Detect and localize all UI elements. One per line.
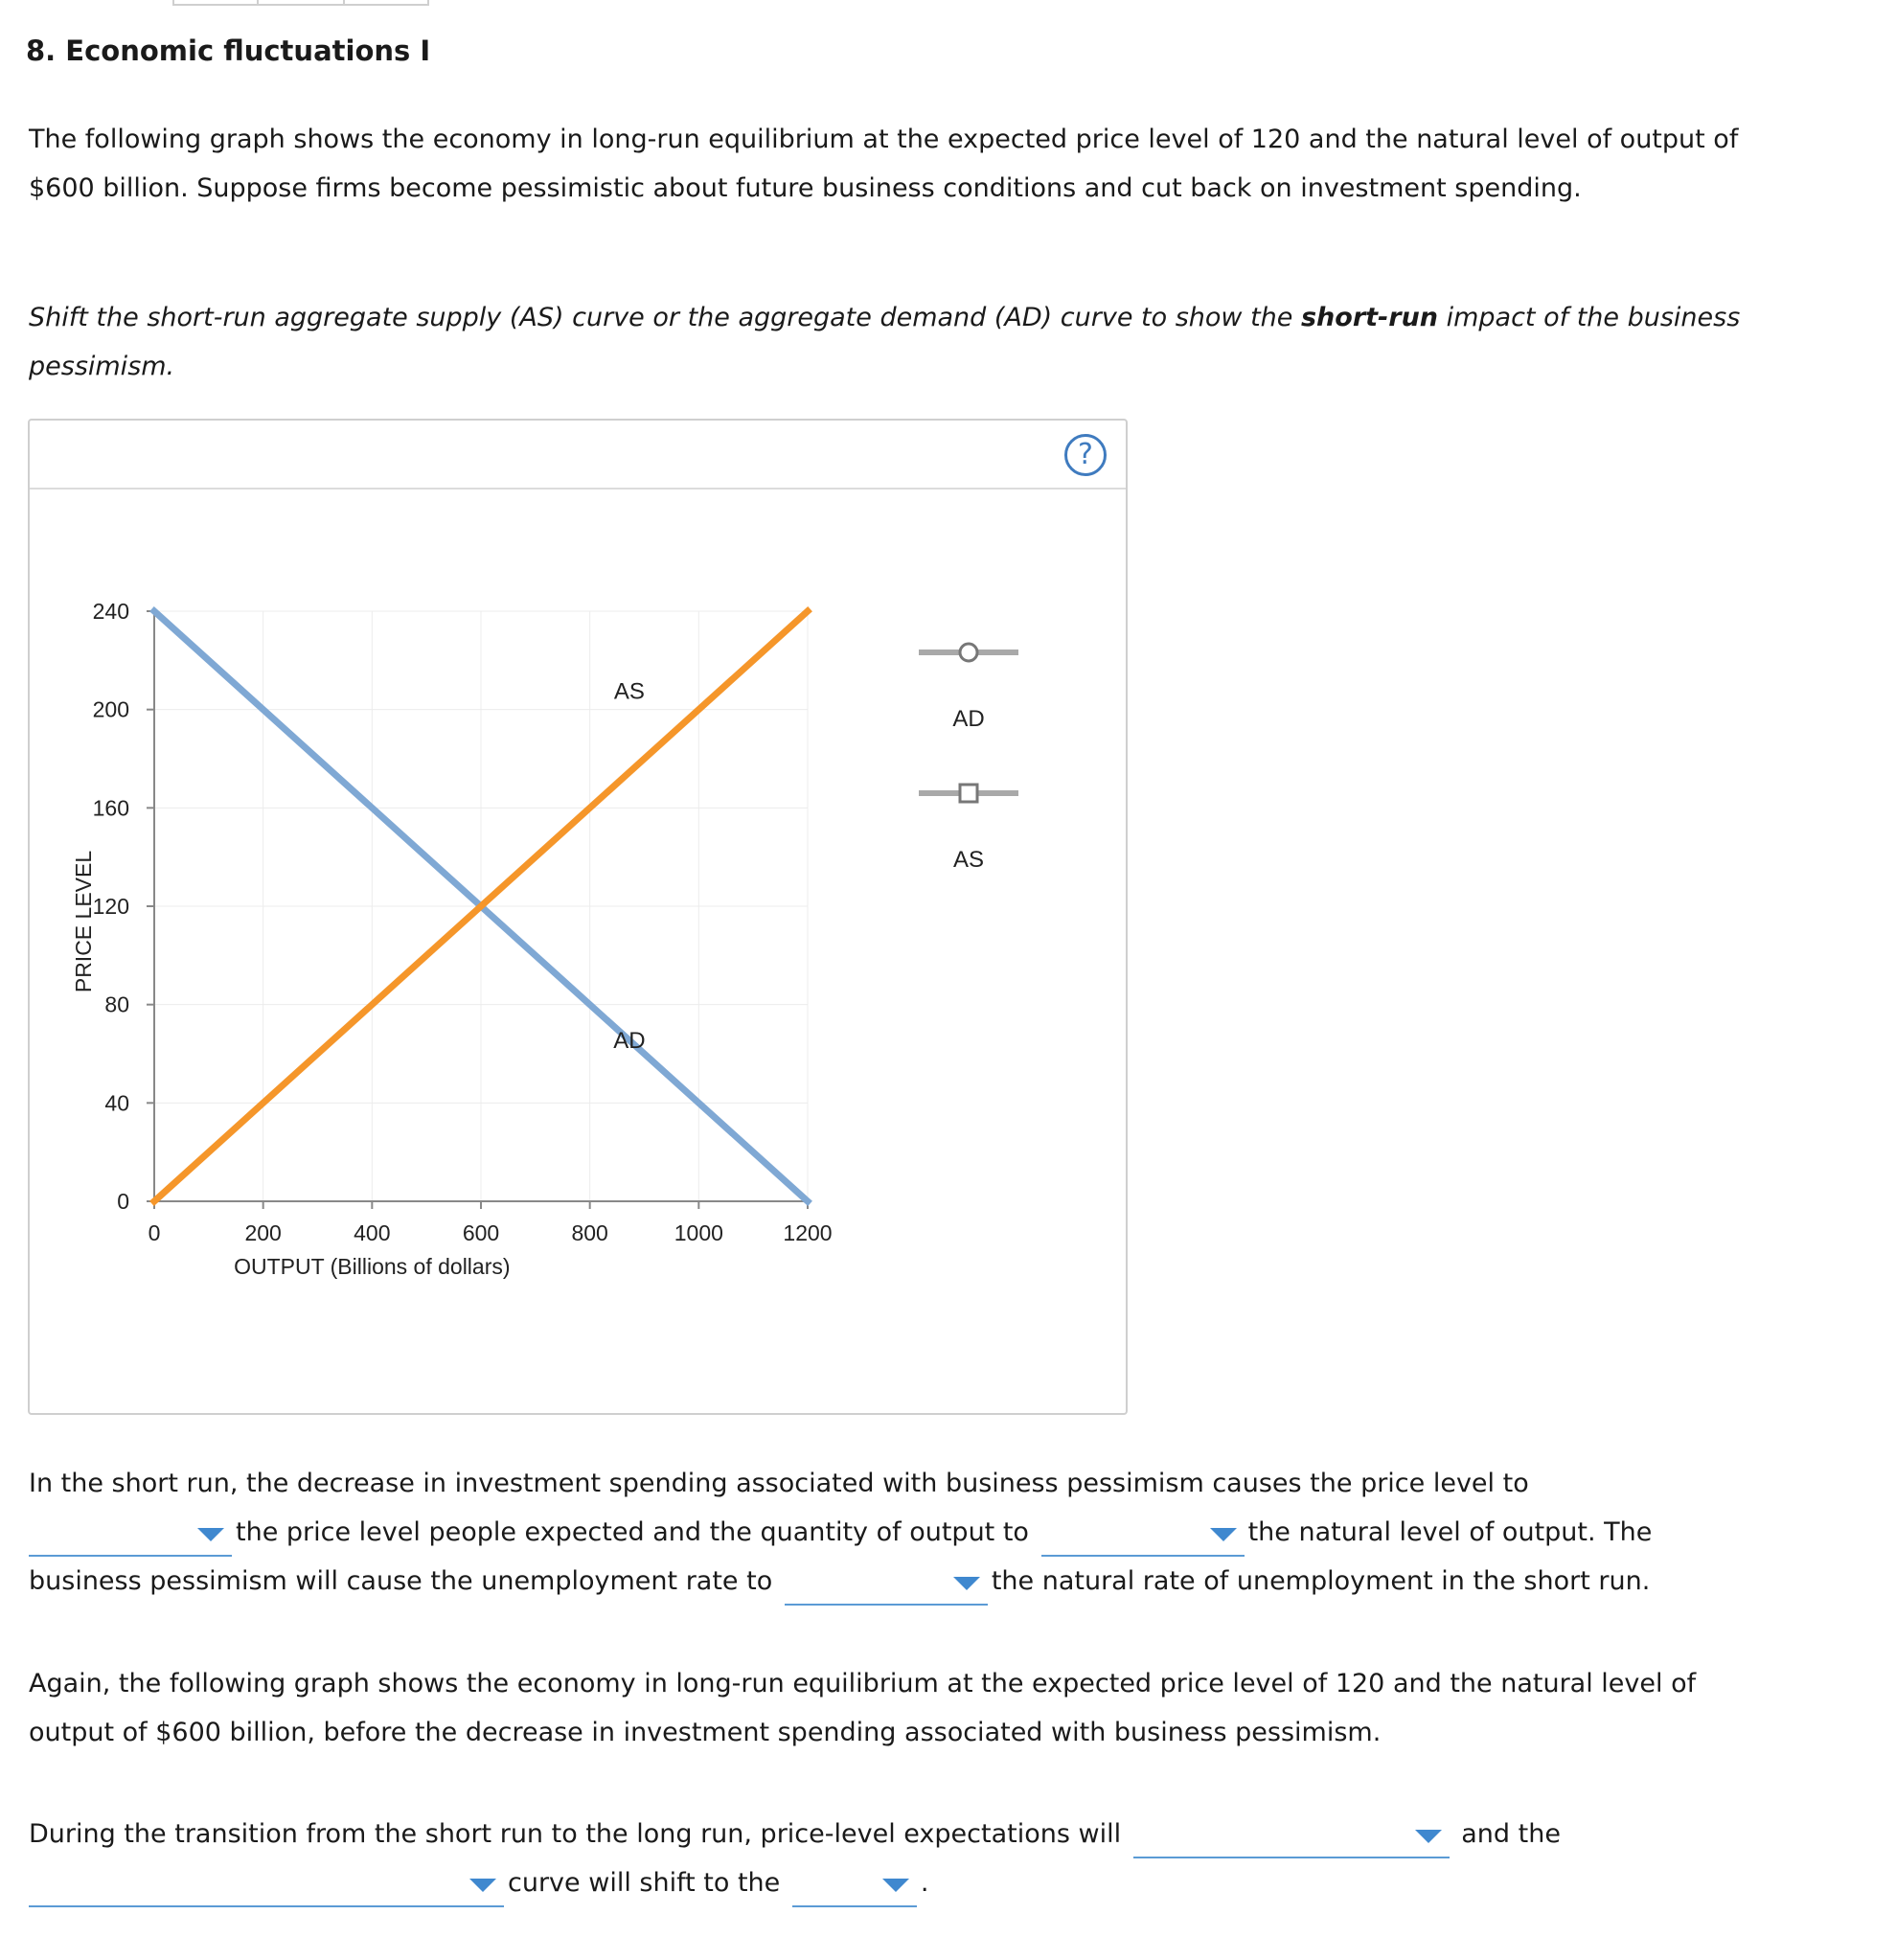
instruction-bold: short-run <box>1300 303 1439 332</box>
part1-after-drop2: the natural level of output. The <box>1247 1517 1653 1547</box>
dropdown-arrow-icon <box>469 1879 496 1892</box>
as-tool[interactable] <box>919 785 1018 873</box>
intro-line-2: $600 billion. Suppose firms become pessimistic about future business conditions and cut back on investment spending. <box>29 173 1582 203</box>
ad-tool[interactable] <box>919 644 1018 732</box>
dropdown-arrow-icon <box>1415 1830 1442 1843</box>
part1-after-drop1: the price level people expected and the quantity of output to <box>236 1517 1029 1547</box>
part2-text <box>29 1659 1868 1757</box>
x-tick-label: 400 <box>354 1220 391 1245</box>
graph-panel <box>28 419 1128 1415</box>
dropdown-arrow-icon <box>953 1577 980 1590</box>
part3-after-drop1: and the <box>1461 1819 1561 1849</box>
instruction-line-2: pessimism. <box>29 352 175 381</box>
intro-text <box>29 115 1868 213</box>
dropdown-arrow-icon <box>197 1528 224 1541</box>
part2-line-1: Again, the following graph shows the economy in long-run equilibrium at the expected price level of 120 and the natural level of <box>29 1669 1697 1698</box>
dropdown-arrow-icon <box>882 1879 909 1892</box>
part1-line-3 <box>29 1557 1868 1606</box>
part1-line-2 <box>29 1508 1868 1557</box>
x-tick-label: 1000 <box>674 1220 723 1245</box>
expectations-dropdown[interactable] <box>1133 1816 1450 1858</box>
ad-tool-label: AD <box>952 706 985 732</box>
x-tick-label: 1200 <box>783 1220 833 1245</box>
top-toolbar-fragment <box>172 0 429 6</box>
part3-end: . <box>920 1868 929 1898</box>
part1-line-1: In the short run, the decrease in investment spending associated with business pessimism causes the price level to <box>29 1469 1529 1498</box>
as-tool-square-icon[interactable] <box>960 785 977 802</box>
y-tick-label: 240 <box>92 599 129 624</box>
x-tick-label: 600 <box>462 1220 500 1245</box>
curve-label-as: AS <box>613 678 645 705</box>
x-tick-label: 800 <box>571 1220 608 1245</box>
part2-line-2: output of $600 billion, before the decrease in investment spending associated with business pessimism. <box>29 1718 1382 1747</box>
part1-after-drop3: the natural rate of unemployment in the short run. <box>991 1566 1651 1596</box>
y-tick-label: 80 <box>104 991 129 1017</box>
output-dropdown[interactable] <box>1041 1515 1245 1557</box>
direction-dropdown[interactable] <box>792 1865 917 1907</box>
question-title: 8. Economic fluctuations I <box>26 34 431 67</box>
as-tool-label: AS <box>952 847 985 873</box>
dropdown-arrow-icon <box>1210 1528 1237 1541</box>
x-axis-label: OUTPUT (Billions of dollars) <box>234 1254 511 1279</box>
ad-tool-circle-icon[interactable] <box>960 644 977 661</box>
curve-label-ad: AD <box>613 1028 646 1054</box>
graph-panel-header <box>30 421 1126 490</box>
part1-text <box>29 1459 1868 1606</box>
y-tick-label: 40 <box>104 1090 129 1116</box>
y-tick-label: 120 <box>92 894 129 919</box>
part3-line-1 <box>29 1810 1868 1858</box>
instruction-pre: Shift the short-run aggregate supply (AS) curve or the aggregate demand (AD) curve to show the <box>29 303 1301 332</box>
part1-line3-pre: business pessimism will cause the unemployment rate to <box>29 1566 773 1596</box>
x-tick-label: 200 <box>244 1220 282 1245</box>
part3-text <box>29 1810 1868 1907</box>
instruction-text <box>29 293 1868 391</box>
unemployment-dropdown[interactable] <box>785 1563 988 1606</box>
y-tick-label: 160 <box>92 795 129 821</box>
part3-after-drop2: curve will shift to the <box>508 1868 781 1898</box>
part3-line1-pre: During the transition from the short run to the long run, price-level expectations will <box>29 1819 1122 1849</box>
y-tick-label: 200 <box>92 696 129 722</box>
y-tick-label: 0 <box>117 1189 129 1214</box>
help-icon[interactable]: ? <box>1064 434 1107 476</box>
ad-as-chart[interactable] <box>30 488 1126 1415</box>
intro-line-1: The following graph shows the economy in long-run equilibrium at the expected price level of 120 and the natural level of output of <box>29 125 1739 154</box>
part3-line-2 <box>29 1858 1868 1907</box>
x-tick-label: 0 <box>148 1220 161 1245</box>
price-level-dropdown[interactable] <box>29 1515 232 1557</box>
instruction-post: impact of the business <box>1438 303 1741 332</box>
curve-dropdown[interactable] <box>29 1865 504 1907</box>
y-axis-label: PRICE LEVEL <box>71 850 96 993</box>
